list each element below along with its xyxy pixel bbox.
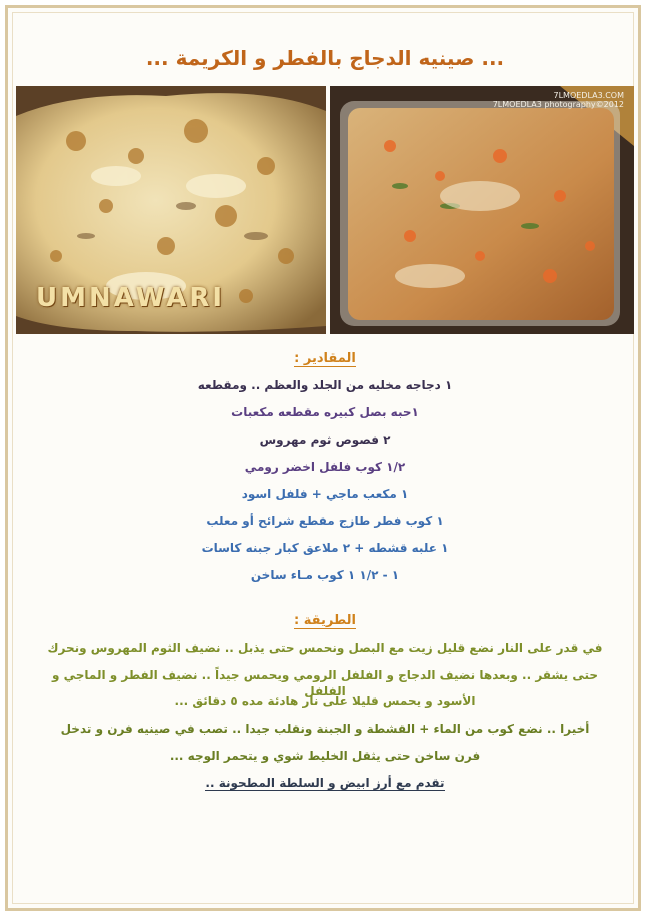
method-line-2: حتى يشقر .. وبعدها نضيف الدجاج و الفلفل الرومي ويحمس جيداً .. نضيف الفطر و الماجي و الفلفل xyxy=(51,668,599,698)
photo-watermark-right xyxy=(493,91,624,109)
method-line-3: الأسود و يحمس قليلا على نار هادئة مده ٥ دقائق ... xyxy=(174,694,476,708)
dish-photo-left xyxy=(16,86,326,334)
ingredient-6: ١ كوب فطر طازج مقطع شرائح أو معلب xyxy=(206,514,444,528)
ingredient-8: ١ - ١/٢ ١ كوب مـاء ساخن xyxy=(250,568,400,582)
ingredient-2: ١حبه بصل كبيره مقطعه مكعبات xyxy=(231,405,419,419)
photo-watermark-left: UMNAWARI xyxy=(36,283,226,313)
watermark-site: 7LMOEDLA3.COM xyxy=(553,91,624,100)
recipe-title: ... صينيه الدجاج بالفطر و الكريمة ... xyxy=(145,46,505,70)
ingredient-5: ١ مكعب ماجي + فلفل اسود xyxy=(241,487,409,501)
method-heading: الطريقة : xyxy=(294,613,356,628)
ingredient-7: ١ علبه قشطه + ٢ ملاعق كبار جبنه كاسات xyxy=(201,541,449,555)
photo-strip xyxy=(16,86,634,334)
ingredient-3: ٢ فصوص ثوم مهروس xyxy=(259,433,391,447)
watermark-credit: 7LMOEDLA3 photography©2012 xyxy=(492,100,624,109)
method-line-1: في قدر على النار نضع قليل زيت مع البصل ونحمس حتى يذبل .. نضيف الثوم المهروس ونحرك xyxy=(47,641,603,655)
serving-note: تقدم مع أرز ابيض و السلطة المطحونة .. xyxy=(205,776,445,790)
method-line-4: أخيرا .. نضع كوب من الماء + القشطة و الجبنة ونقلب جيدا .. تصب في صينيه فرن و تدخل xyxy=(60,722,590,736)
ingredient-4: ١/٢ كوب فلفل اخضر رومي xyxy=(244,460,406,474)
method-line-5: فرن ساخن حتى يثقل الخليط شوي و يتحمر الوجه ... xyxy=(169,749,481,763)
dish-photo-right xyxy=(330,86,634,334)
ingredient-1: ١ دجاجه مخليه من الجلد والعظم .. ومقطعه xyxy=(197,378,453,392)
ingredients-heading: المقادير : xyxy=(294,351,356,366)
